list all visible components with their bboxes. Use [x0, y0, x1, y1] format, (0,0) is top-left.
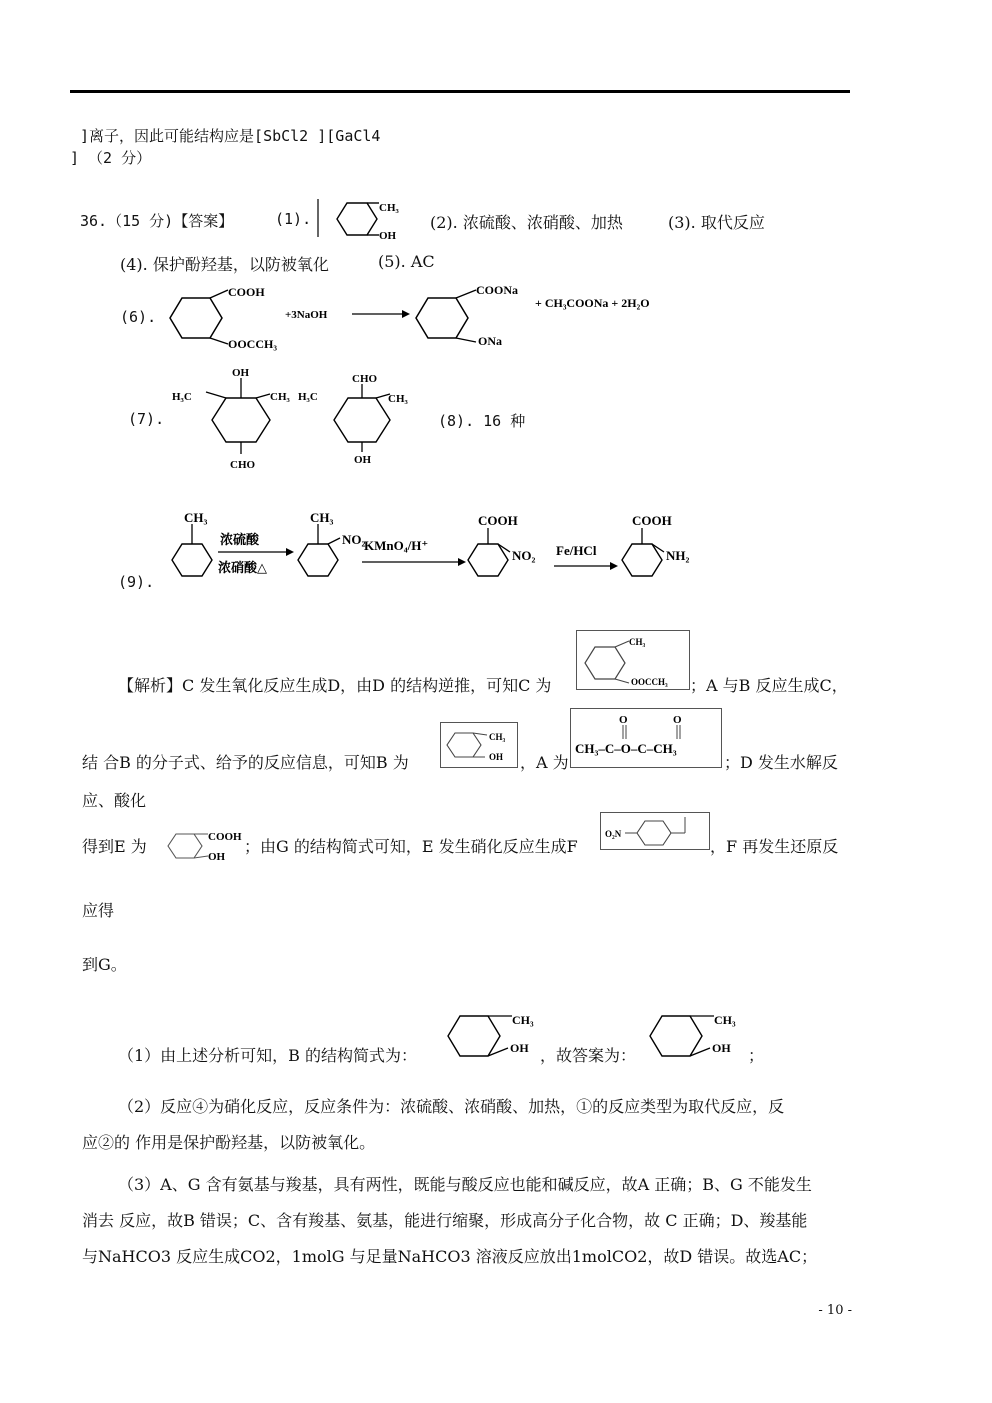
structure-a-box: [570, 708, 722, 768]
structure-b-s1-answer: [640, 1006, 750, 1062]
h3c-left: H₃C: [172, 391, 192, 403]
answer-6-label: (6).: [120, 308, 157, 326]
answer-9-label: (9).: [118, 573, 155, 591]
sub-answer-3-line-3: 与NaHCO3 反应生成CO2，1molG 与足量NaHCO3 溶液反应放出1molCO2，故D 错误。故选AC；: [82, 1247, 818, 1266]
o-label-1: O: [619, 714, 628, 726]
answer-8: (8). 16 种: [438, 412, 526, 430]
oh-b: OH: [489, 752, 504, 762]
ch3-right: CH₃: [270, 391, 290, 403]
sub-answer-2-line-2: 应②的 作用是保护酚羟基，以防被氧化。: [82, 1133, 376, 1152]
analysis-p3: 应、酸化: [82, 791, 147, 810]
answer-3: (3). 取代反应: [668, 213, 765, 232]
sub-answer-1-a: （1）由上述分析可知，B 的结构简式为：: [118, 1046, 418, 1065]
answer-2: (2). 浓硫酸、浓硝酸、加热: [430, 213, 623, 232]
analysis-p4-c: ，F 再发生还原反: [710, 837, 839, 856]
cho-top: CHO: [352, 373, 378, 385]
analysis-p2-b: ，A 为: [520, 753, 569, 772]
oh-label: OH: [379, 230, 397, 242]
analysis-p2-a: 结 合B 的分子式、给予的反应信息，可知B 为: [82, 753, 409, 772]
answer-4: (4). 保护酚羟基，以防被氧化: [120, 255, 329, 274]
oh-s1b: OH: [712, 1041, 731, 1055]
ch3-label: CH₃: [379, 202, 399, 214]
cond1-bottom: 浓硝酸△: [218, 560, 267, 575]
structure-b-s1: [438, 1006, 548, 1062]
answer-7-label: (7).: [128, 410, 165, 428]
anhydride-label: CH₃–C–O–C–CH₃: [575, 741, 677, 756]
ona-label: ONa: [478, 334, 502, 348]
analysis-p6: 到G。: [82, 955, 127, 974]
ch3-b: CH₃: [489, 732, 506, 742]
sub-answer-1-b: ，故答案为：: [540, 1046, 637, 1065]
ch3-s2: CH₃: [310, 510, 334, 525]
cond2: KMnO₄/H⁺: [364, 538, 429, 553]
cooh-s3: COOH: [478, 513, 518, 528]
structure-b-answer: [315, 195, 415, 243]
cond1-top: 浓硫酸: [220, 532, 260, 547]
cond3: Fe/HCl: [556, 543, 597, 558]
no2-frag: O₂N: [605, 829, 622, 839]
structure-b-box: [440, 722, 518, 768]
structure-e: [162, 826, 244, 866]
top-line-2: ] （2 分）: [70, 149, 152, 167]
coona-label: COONa: [476, 283, 518, 297]
sub-answer-3-line-2: 消去 反应，故B 错误；C、含有羧基、氨基，能进行缩聚，形成高分子化合物，故 C 正确；D、羧基能: [82, 1211, 808, 1230]
sub-answer-1-c: ；: [748, 1046, 765, 1065]
page-number: - 10 -: [818, 1303, 852, 1318]
ooccH3-label: OOCCH₃: [228, 337, 277, 351]
cooh-s4: COOH: [632, 513, 672, 528]
structures-7: [170, 362, 420, 474]
oh-bottom: OH: [354, 454, 372, 466]
products-label: + CH₃COONa + 2H₂O: [535, 296, 650, 310]
nh2-s4: NH₂: [666, 548, 690, 563]
ch3-s1a: CH₃: [512, 1013, 534, 1027]
ch3-s1b: CH₃: [714, 1013, 736, 1027]
analysis-p4-a: 得到E 为: [82, 837, 147, 856]
ch3-c: CH₃: [629, 637, 646, 647]
synthesis-9: [168, 500, 708, 588]
analysis-p4-b: ；由G 的结构简式可知，E 发生硝化反应生成F: [244, 837, 578, 856]
sub-answer-2-line-1: （2）反应④为硝化反应，反应条件为：浓硫酸、浓硝酸、加热，①的反应类型为取代反应，反: [118, 1097, 785, 1116]
analysis-p5: 应得: [82, 901, 115, 920]
h3c-second: H₃C: [298, 391, 318, 403]
ooccH3-c: OOCCH₃: [631, 677, 668, 687]
top-line-1: ]离子，因此可能结构应是[SbCl2 ][GaCl4: [80, 127, 381, 145]
header-rule: [70, 90, 850, 93]
ch3-second: CH₃: [388, 393, 408, 405]
oh-top: OH: [232, 367, 250, 379]
question-label: 36.（15 分)【答案】: [80, 212, 234, 230]
answer-5: (5). AC: [378, 252, 435, 271]
cho-bottom: CHO: [230, 459, 256, 471]
analysis-p2-c: ；D 发生水解反: [724, 753, 838, 772]
structure-c-box: [576, 630, 690, 690]
analysis-p1-a: 【解析】C 发生氧化反应生成D，由D 的结构逆推，可知C 为: [118, 676, 552, 695]
no2-s3: NO₂: [512, 548, 536, 563]
equation-6: [160, 280, 720, 352]
cooh-e: COOH: [208, 831, 242, 843]
ch3-s1: CH₃: [184, 510, 208, 525]
o-label-2: O: [673, 714, 682, 726]
sub-answer-3-line-1: （3）A、G 含有氨基与羧基，具有两性，既能与酸反应也能和碱反应，故A 正确；B、G 不能发生: [118, 1175, 812, 1194]
cooh-label: COOH: [228, 285, 265, 299]
oh-e: OH: [208, 851, 226, 863]
analysis-p1-b: ；A 与B 反应生成C，: [690, 676, 848, 695]
answer-1-label: (1).: [275, 210, 312, 228]
naoh-label: +3NaOH: [285, 309, 328, 321]
oh-s1a: OH: [510, 1041, 529, 1055]
structure-f-box: [600, 812, 710, 850]
no2-s2: NO₂: [342, 532, 366, 547]
